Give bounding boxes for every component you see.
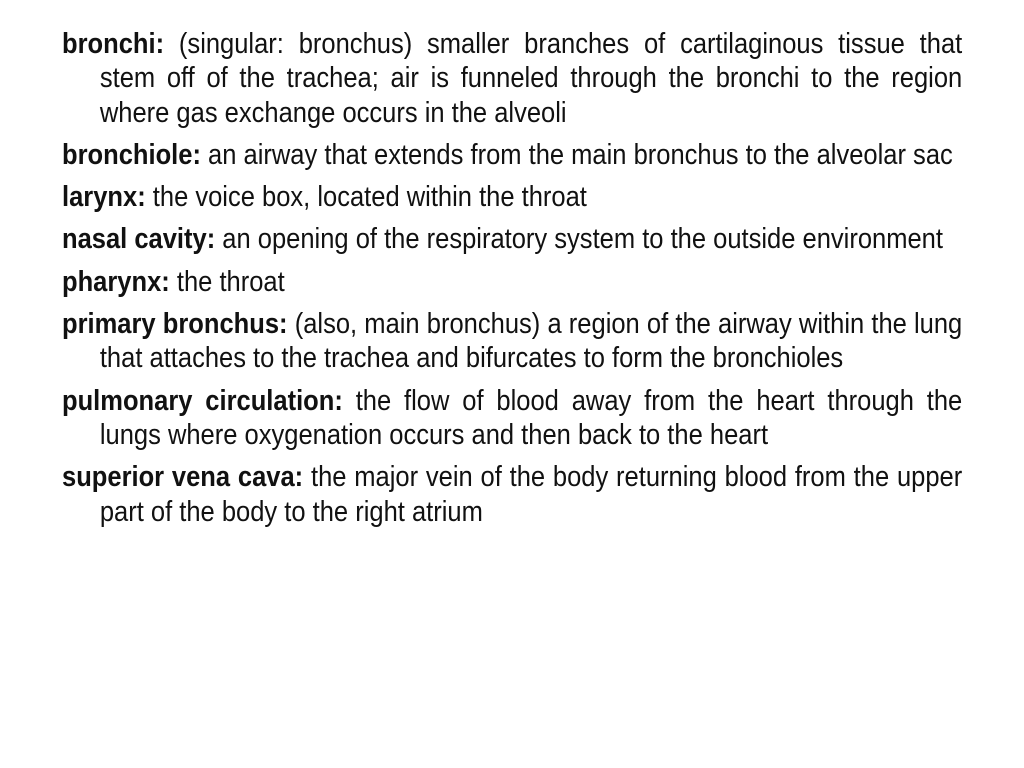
term: nasal cavity:: [62, 223, 216, 256]
definition: (also, main bronchus) a region of the airway within the lung that attaches to the trachea and bifurcates to form the bronchioles: [99, 308, 963, 375]
glossary-entry-pulmonary-circulation: [62, 384, 962, 453]
glossary-entry-bronchiole: [62, 138, 962, 172]
term: pulmonary circulation:: [62, 384, 343, 417]
glossary-list: [62, 27, 962, 537]
definition: the flow of blood away from the heart through the lungs where oxygenation occurs and then back to the heart: [99, 384, 963, 451]
term: bronchi:: [62, 28, 165, 60]
term: primary bronchus:: [62, 308, 288, 341]
term: larynx:: [62, 181, 146, 214]
definition: an airway that extends from the main bronchus to the alveolar sac: [208, 138, 953, 171]
glossary-entry-nasal-cavity: [62, 222, 962, 256]
glossary-entry-bronchi: [62, 27, 962, 130]
definition: the voice box, located within the throat: [152, 181, 587, 214]
term: bronchiole:: [62, 138, 201, 171]
definition: (singular: bronchus) smaller branches of cartilaginous tissue that stem off of the trachea; air is funneled through the bronchi to the region where gas exchange occurs in the alveoli: [99, 28, 963, 129]
glossary-entry-superior-vena-cava: [62, 460, 962, 529]
definition: the throat: [176, 265, 285, 298]
glossary-entry-larynx: [62, 180, 962, 214]
term: superior vena cava:: [62, 461, 304, 494]
glossary-entry-pharynx: [62, 265, 962, 299]
definition: the major vein of the body returning blood from the upper part of the body to the right atrium: [99, 461, 963, 528]
glossary-entry-primary-bronchus: [62, 307, 962, 376]
definition: an opening of the respiratory system to the outside environment: [222, 223, 943, 256]
term: pharynx:: [62, 265, 170, 298]
